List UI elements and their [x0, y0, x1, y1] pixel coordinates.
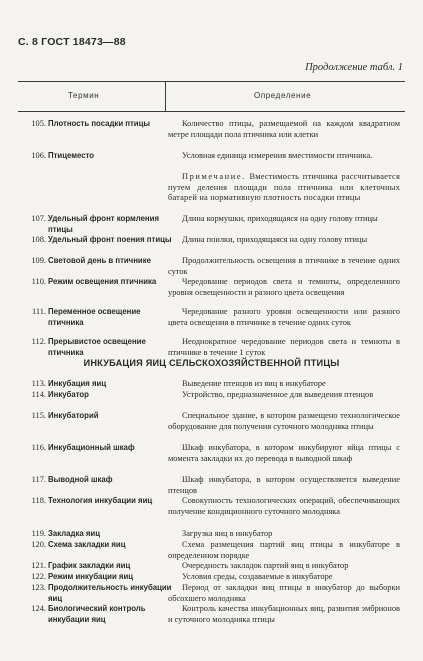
entry-number: 124. [31, 604, 46, 613]
entry-term: Схема закладки яиц [48, 540, 126, 549]
entry-term: Выводной шкаф [48, 475, 113, 484]
entry-number: 122. [31, 572, 46, 581]
entry-definition: Шкаф инкубатора, в котором инкубируют яйца птицы с момента закладки их до перевода в выводной шкаф [168, 443, 400, 463]
entry-number: 114. [31, 390, 46, 399]
entry-definition: Выведение птенцов из яиц в инкубаторе [182, 379, 326, 388]
entry-number: 115. [31, 411, 46, 420]
entry-definition: Период от закладки яиц птицы в инкубатор до выборки обсохшего молодняка [168, 583, 400, 603]
entry-definition: Длина поилки, приходящаяся на одну голову птицы [182, 235, 368, 244]
entry-term: Удельный фронт поения птицы [48, 235, 172, 244]
entry-definition: Схема размещения партий яиц птицы в инкубаторе в определенном порядке [168, 540, 400, 560]
entry-number: 121. [31, 561, 46, 570]
entry-number: 109. [31, 256, 46, 265]
entry-number: 117. [31, 475, 46, 484]
entry-number: 107. [31, 214, 46, 223]
entry-definition: Очередность закладок партий яиц в инкубатор [182, 561, 349, 570]
page-title: С. 8 ГОСТ 18473—88 [18, 36, 126, 48]
entry-term: Биологический контроль инкубации яиц [48, 604, 146, 624]
entry-term: Удельный фронт кормления птицы [48, 214, 159, 234]
entry-number: 108. [31, 235, 46, 244]
entry-definition: Чередование периодов света и темноты, определенного уровня освещенности и разного цвета освещения [168, 277, 400, 297]
entry-definition: Условия среды, создаваемые в инкубаторе [182, 572, 333, 581]
entry-term: Переменное освещение птичника [48, 307, 141, 327]
entry-term: Птицеместо [48, 151, 95, 160]
entry-term: Инкубационный шкаф [48, 443, 135, 452]
entry-number: 123. [31, 583, 46, 592]
entry-definition: Количество птицы, размещаемой на каждом квадратном метре площади пола птичника или клетки [168, 119, 400, 139]
entry-term: Продолжительность инкубации яиц [48, 583, 172, 603]
entry-term: Режим освещения птичника [48, 277, 157, 286]
entry-number: 110. [31, 277, 46, 286]
entry-definition: Контроль качества инкубационных яиц, развития эмбрионов и суточного молодняка птицы [168, 604, 400, 624]
note-label: Примечание. [182, 172, 246, 181]
note-body: Вместимость птичника рассчитывается путем деления площади пола птичника или клеточных батарей на нормативную плотность посадки птицы [168, 172, 400, 202]
entry-definition: Продолжительность освещения в птичнике в течение одних суток [168, 256, 400, 276]
entry-number: 119. [31, 529, 46, 538]
entry-term: Режим инкубации яиц [48, 572, 134, 581]
table-top-rule [18, 81, 405, 82]
entry-term: Технология инкубации яиц [48, 496, 153, 505]
entry-term: Инкубатор [48, 390, 89, 399]
entry-term: Прерывистое освещение птичника [48, 337, 146, 357]
entry-number: 106. [31, 151, 46, 160]
entry-term: Плотность посадки птицы [48, 119, 151, 128]
entry-number: 112. [31, 337, 46, 346]
entry-term: График закладки яиц [48, 561, 131, 570]
column-header-term: Термин [68, 91, 100, 100]
column-divider [165, 81, 166, 111]
entry-definition: Длина кормушки, приходящаяся на одну голову птицы [182, 214, 378, 223]
entry-term: Инкубация яиц [48, 379, 107, 388]
entry-number: 113. [31, 379, 46, 388]
entry-definition: Устройство, предназначенное для выведения птенцов [182, 390, 374, 399]
entry-term: Закладка яиц [48, 529, 100, 538]
entry-definition: Чередование разного уровня освещенности или разного цвета освещения в птичнике в течение одних суток [168, 307, 400, 327]
entry-term: Световой день в птичнике [48, 256, 151, 265]
entry-definition: Шкаф инкубатора, в котором осуществляется выведение птенцов [168, 475, 400, 495]
entry-definition: Условная единица измерения вместимости птичника. [182, 151, 373, 160]
header-bottom-rule [18, 111, 405, 112]
entry-definition: Загрузка яиц в инкубатор [182, 529, 273, 538]
note-text [168, 172, 400, 204]
entry-definition: Специальное здание, в котором размещено технологическое оборудование для получения суточного молодняка птицы [168, 411, 400, 431]
entry-number: 116. [31, 443, 46, 452]
entry-term: Инкубаторий [48, 411, 99, 420]
entry-definition: Совокупность технологических операций, обеспечивающих получение кондиционного суточного молодняка [168, 496, 400, 516]
table-continuation-label: Продолжение табл. 1 [305, 62, 403, 73]
entry-number: 118. [31, 496, 46, 505]
entry-number: 105. [31, 119, 46, 128]
section-heading: ИНКУБАЦИЯ ЯИЦ СЕЛЬСКОХОЗЯЙСТВЕННОЙ ПТИЦЫ [83, 358, 340, 368]
entry-number: 120. [31, 540, 46, 549]
entry-number: 111. [31, 307, 46, 316]
column-header-definition: Определение [254, 91, 312, 100]
entry-definition: Неоднократное чередование периодов света и темноты в птичнике в течение 1 суток [168, 337, 400, 357]
